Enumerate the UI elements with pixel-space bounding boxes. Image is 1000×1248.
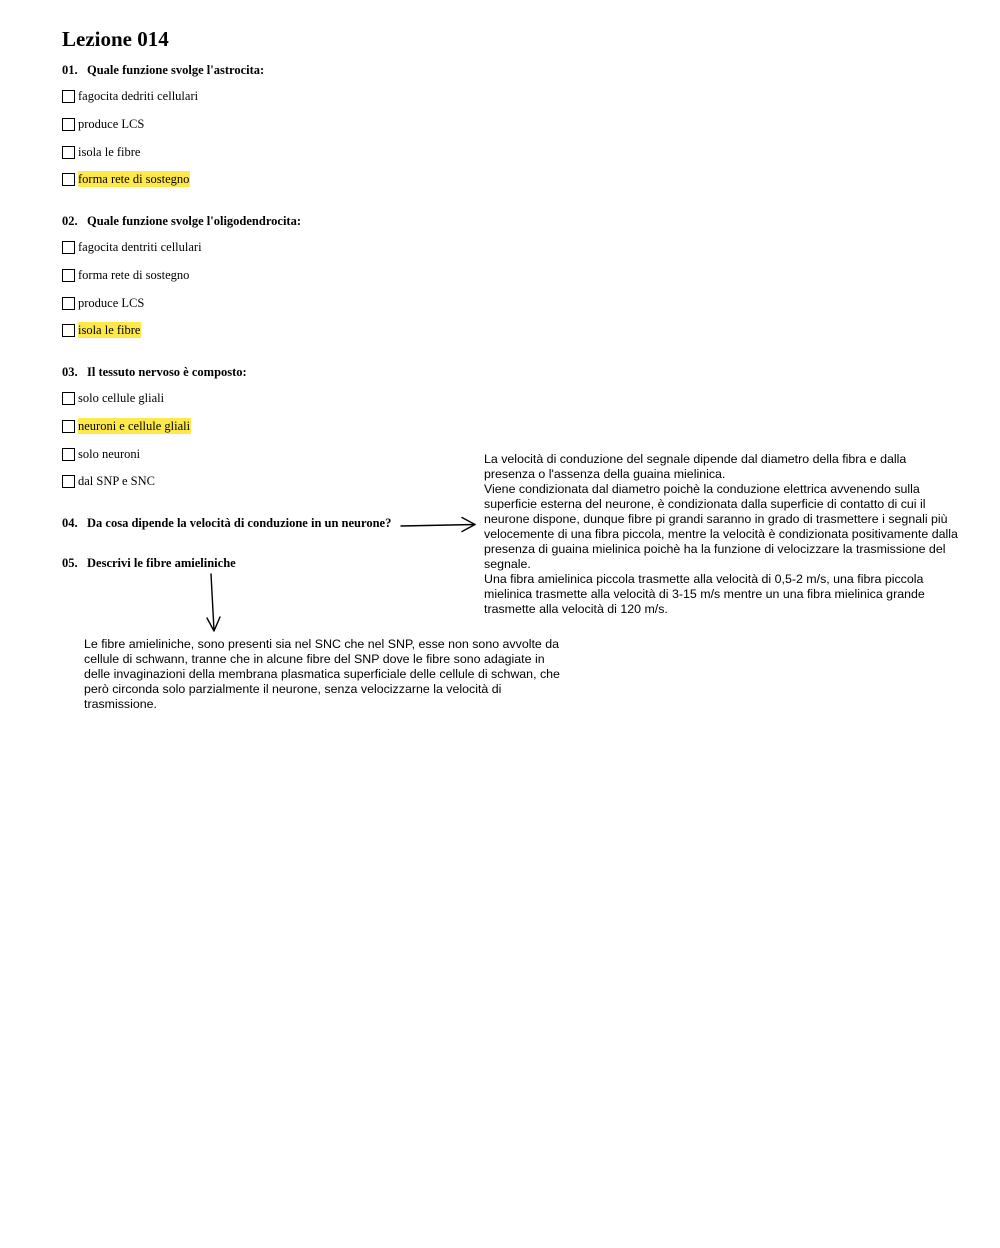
- option-label-highlighted: forma rete di sostegno: [78, 172, 190, 186]
- option-label: fagocita dentriti cellulari: [78, 240, 202, 254]
- question-number: 02.: [62, 214, 78, 228]
- answer-04-note: [484, 452, 960, 617]
- question-number: 03.: [62, 365, 78, 379]
- question-number: 05.: [62, 556, 78, 570]
- question-text: Descrivi le fibre amieliniche: [87, 556, 236, 570]
- question-03: [62, 364, 247, 380]
- option-q02-b[interactable]: [62, 267, 189, 283]
- checkbox[interactable]: [62, 173, 75, 186]
- checkbox[interactable]: [62, 269, 75, 282]
- checkbox[interactable]: [62, 324, 75, 337]
- answer-paragraph: Viene condizionata dal diametro poichè la conduzione elettrica avvenendo sulla superficie esterna del neurone, è condizionata dalla superficie di contatto di cui il neurone dispone, dunque fibre pi grandi saranno in grado di trasmettere i segnali più velocemente di una fibra piccola, mentre la velocità è condizionata positivamente dalla presenza di guaina mielinica poichè ha la funzione di velocizzare la trasmissione del segnale.: [484, 482, 958, 571]
- question-text: Il tessuto nervoso è composto:: [87, 365, 247, 379]
- option-q03-d[interactable]: [62, 473, 155, 489]
- checkbox[interactable]: [62, 90, 75, 103]
- option-q02-a[interactable]: [62, 239, 202, 255]
- option-label-highlighted: isola le fibre: [78, 323, 141, 337]
- checkbox[interactable]: [62, 420, 75, 433]
- option-q03-b[interactable]: [62, 418, 191, 434]
- question-05: [62, 555, 236, 571]
- question-text: Da cosa dipende la velocità di conduzione in un neurone?: [87, 516, 392, 530]
- option-q02-d[interactable]: [62, 322, 141, 338]
- arrow-right-icon: [399, 516, 479, 536]
- arrow-down-icon: [203, 572, 223, 634]
- option-label: dal SNP e SNC: [78, 474, 155, 488]
- checkbox[interactable]: [62, 448, 75, 461]
- answer-paragraph: Le fibre amieliniche, sono presenti sia nel SNC che nel SNP, esse non sono avvolte da cellule di schwann, tranne che in alcune fibre del SNP dove le fibre sono adagiate in delle invaginazioni della membrana plasmatica superficiale delle cellule di schwan, che però circonda solo parzialmente il neurone, senza velocizzarne la velocità di trasmissione.: [84, 637, 560, 711]
- checkbox[interactable]: [62, 475, 75, 488]
- question-01: [62, 62, 264, 78]
- option-q01-d[interactable]: [62, 171, 190, 187]
- question-number: 04.: [62, 516, 78, 530]
- option-q03-c[interactable]: [62, 446, 140, 462]
- option-label: forma rete di sostegno: [78, 268, 190, 282]
- option-q02-c[interactable]: [62, 295, 144, 311]
- question-number: 01.: [62, 63, 78, 77]
- option-label: isola le fibre: [78, 145, 141, 159]
- checkbox[interactable]: [62, 146, 75, 159]
- option-q01-c[interactable]: [62, 144, 140, 160]
- option-label: produce LCS: [78, 296, 145, 310]
- option-q01-a[interactable]: [62, 88, 198, 104]
- question-04: [62, 515, 391, 531]
- question-text: Quale funzione svolge l'astrocita:: [87, 63, 265, 77]
- option-label: solo cellule gliali: [78, 391, 165, 405]
- answer-paragraph: La velocità di conduzione del segnale dipende dal diametro della fibra e dalla presenza o l'assenza della guaina mielinica.: [484, 452, 907, 481]
- checkbox[interactable]: [62, 118, 75, 131]
- option-label: fagocita dedriti cellulari: [78, 89, 199, 103]
- option-q01-b[interactable]: [62, 116, 144, 132]
- question-02: [62, 213, 301, 229]
- option-label-highlighted: neuroni e cellule gliali: [78, 419, 191, 433]
- option-q03-a[interactable]: [62, 390, 164, 406]
- page-title: Lezione 014: [62, 27, 169, 51]
- checkbox[interactable]: [62, 241, 75, 254]
- option-label: solo neuroni: [78, 447, 141, 461]
- checkbox[interactable]: [62, 392, 75, 405]
- option-label: produce LCS: [78, 117, 145, 131]
- answer-paragraph: Una fibra amielinica piccola trasmette alla velocità di 0,5-2 m/s, una fibra piccola mielinica trasmette alla velocità di 3-15 m/s mentre un una fibra mielinica grande trasmette alla velocità di 120 m/s.: [484, 572, 925, 616]
- checkbox[interactable]: [62, 297, 75, 310]
- question-text: Quale funzione svolge l'oligodendrocita:: [87, 214, 302, 228]
- answer-05-note: [84, 637, 560, 712]
